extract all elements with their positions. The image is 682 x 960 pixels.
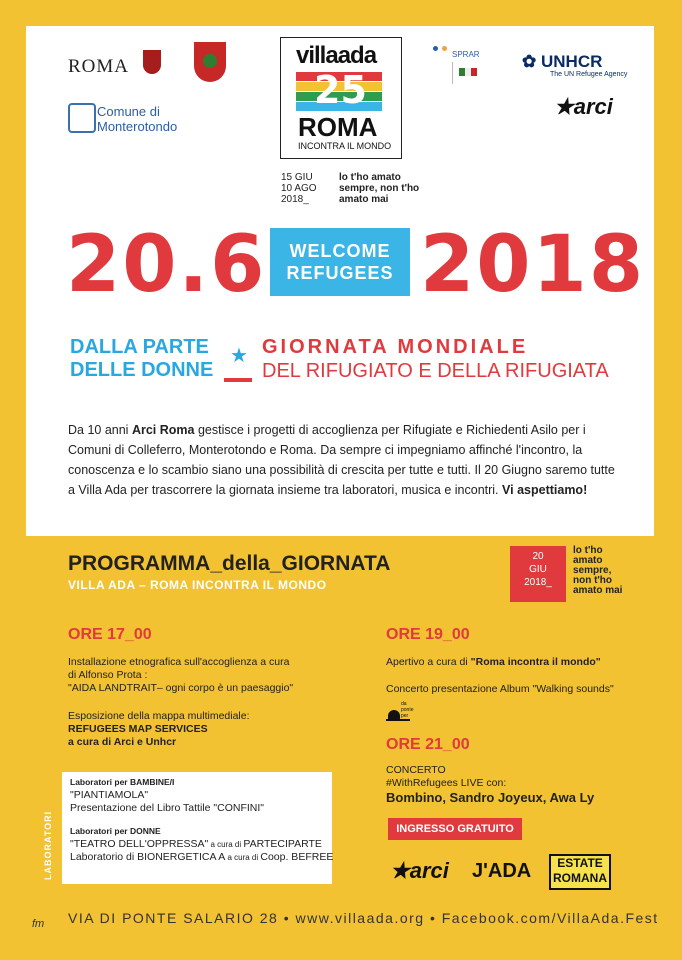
ore21-artists: Bombino, Sandro Joyeux, Awa Ly — [386, 790, 595, 805]
roma-logo: ROMA — [68, 56, 130, 77]
programme-subtitle: VILLA ADA – ROMA INCONTRA IL MONDO — [68, 578, 327, 592]
sprar-logo: SPRAR — [452, 50, 480, 59]
star-icon: ★ — [554, 94, 574, 119]
unhcr-emblem-icon: ✿ — [522, 52, 537, 71]
sprar-emblem-icon — [452, 62, 493, 84]
lab-donne-heading: Laboratori per DONNE — [70, 826, 161, 836]
hero-year: 2018 — [420, 220, 646, 310]
designer-signature: fm — [32, 918, 45, 930]
time-21: ORE 21_00 — [386, 736, 470, 753]
estate-romana-logo: ESTATE ROMANA — [549, 854, 611, 890]
welcome-refugees-badge: WELCOME REFUGEES — [270, 228, 410, 296]
ore19-concerto-album: Concerto presentazione Album "Walking sounds" — [386, 683, 614, 695]
programme-title: PROGRAMMA_della_GIORNATA — [68, 552, 391, 575]
unhcr-logo: ✿ UNHCR — [522, 52, 603, 71]
villa-ada-25: 25 — [314, 68, 367, 112]
red-underscore — [224, 378, 252, 382]
ore21-concerto: CONCERTO #WithRefugees LIVE con: — [386, 764, 507, 789]
roma-shield-icon — [143, 50, 161, 74]
programme-date-box: 20 GIU 2018_ — [510, 546, 566, 602]
time-19: ORE 19_00 — [386, 626, 470, 643]
villa-ada-city: ROMA — [298, 112, 378, 142]
comune-monterotondo-logo: Comune di Monterotondo — [97, 104, 178, 134]
villa-ada-25-stripes — [296, 68, 382, 112]
jada-logo: J'ADA — [472, 860, 532, 882]
time-17: ORE 17_00 — [68, 626, 152, 643]
colleferro-shield-icon — [194, 42, 226, 82]
footer-contacts: VIA DI PONTE SALARIO 28 • www.villaada.org • Facebook.com/VillaAda.Fest — [68, 910, 659, 926]
festival-dates: 15 GIU 10 AGO 2018_ — [281, 172, 317, 205]
rifugiato-subtitle: DEL RIFUGIATO E DELLA RIFUGIATA — [262, 360, 609, 382]
star-icon: ★ — [390, 858, 410, 883]
lab-donne-items: "TEATRO DELL'OPPRESSA" a cura di PARTECIPARTE Laboratorio di BIONERGETICA A a cura di Coop. BEFREE — [70, 838, 334, 863]
programme-motto: lo t'ho amato sempre, non t'ho amato mai — [573, 545, 623, 596]
arci-logo-bottom: ★arci — [390, 858, 449, 883]
hero-date: 20.6 — [66, 220, 267, 310]
monterotondo-crest-icon — [68, 103, 96, 133]
giornata-mondiale-title: GIORNATA MONDIALE — [262, 336, 529, 358]
star-icon: ★ — [230, 345, 248, 367]
ore17-esposizione: Esposizione della mappa multimediale: REFUGEES MAP SERVICES a cura di Arci e Unhcr — [68, 710, 250, 748]
arci-logo-top: ★arci — [554, 94, 613, 119]
villa-ada-name: villaada — [296, 42, 377, 69]
sprar-dots-icon — [433, 38, 447, 56]
dalla-parte-delle-donne: DALLA PARTE DELLE DONNE — [70, 336, 214, 381]
ingresso-gratuito-badge: INGRESSO GRATUITO — [388, 818, 522, 840]
lab-bambine-items: "PIANTIAMOLA" Presentazione del Libro Tattile "CONFINI" — [70, 789, 265, 814]
un-ponte-per-logo: da ponte per — [386, 700, 414, 722]
ore17-installazione: Installazione etnografica sull'accoglienza a cura di Alfonso Prota : "AIDA LANDTRAIT– ogni corpo è un paesaggio" — [68, 656, 294, 694]
lab-bambine-heading: Laboratori per BAMBINE/I — [70, 777, 175, 787]
ore19-aperitivo: Apertivo a cura di "Roma incontra il mondo" — [386, 656, 601, 668]
laboratori-label: LABORATORI — [43, 810, 53, 880]
unhcr-subtitle: The UN Refugee Agency — [550, 71, 628, 78]
intro-paragraph: Da 10 anni Arci Roma gestisce i progetti di accoglienza per Rifugiate e Richiedenti Asilo per i Comuni di Colleferro, Monterotondo e Roma. Da sempre ci impegniamo affinché l'incontro, la conoscenza e lo scambio siano una possibilità di crescita per tutte e tutti. Il 20 Giugno saremo tutte a Villa Ada per trascorrere la giornata insieme tra laboratori, musica e incontri. Vi aspettiamo! — [68, 423, 615, 497]
villa-ada-tagline: INCONTRA IL MONDO — [298, 141, 392, 151]
festival-motto: lo t'ho amato sempre, non t'ho amato mai — [339, 172, 420, 205]
